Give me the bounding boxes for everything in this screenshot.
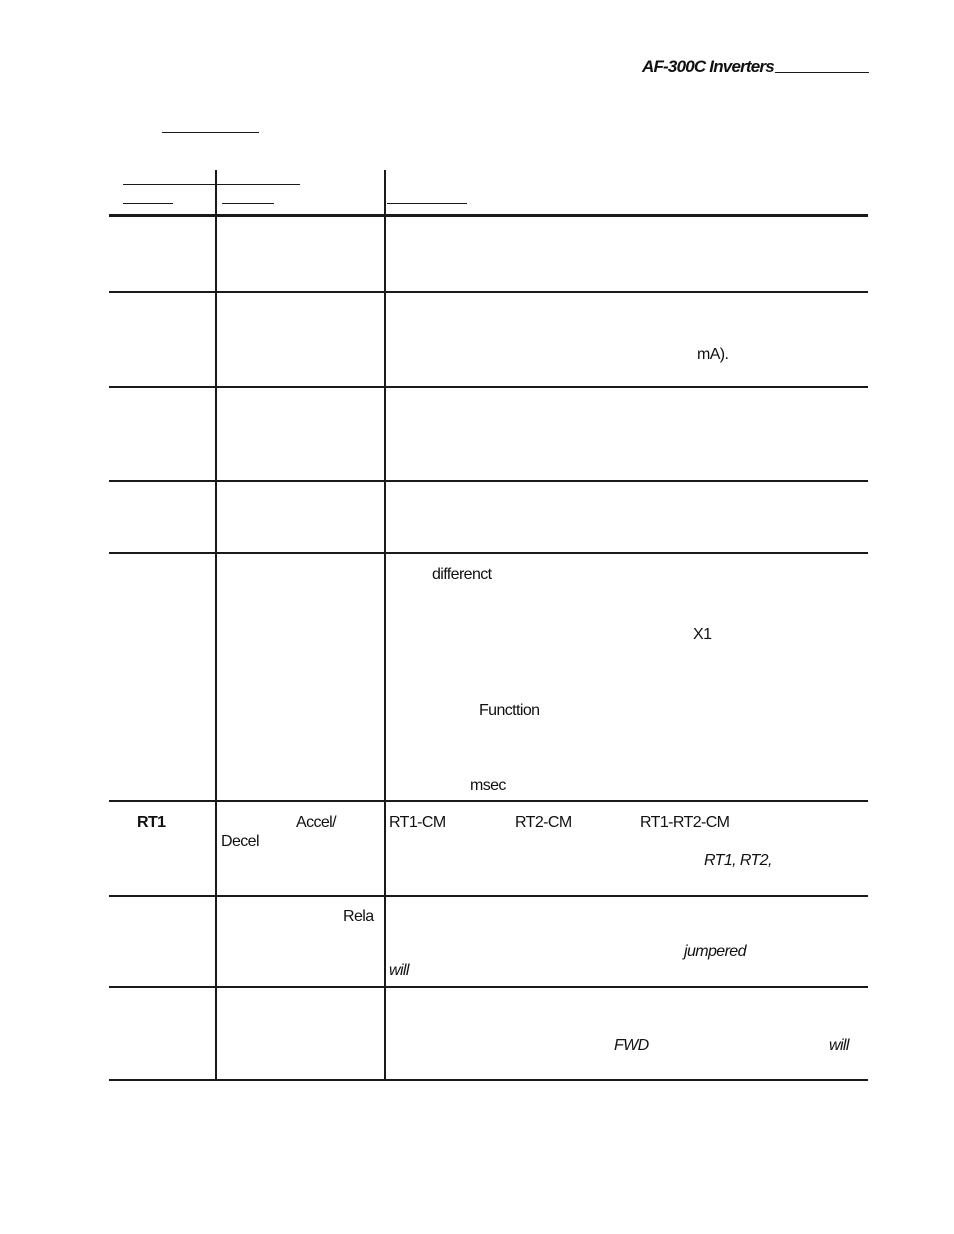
row-7-function-label: Rela: [343, 908, 374, 925]
row-6-text-fragment: RT2-CM: [515, 814, 572, 831]
row-5-text-fragment: X1: [693, 626, 712, 643]
row-5-text-fragment: Functtion: [479, 702, 540, 719]
row-6-terminal-label: RT1: [137, 814, 166, 831]
table-bottom-rule: [109, 1079, 868, 1081]
row-rule-7: [109, 986, 868, 988]
table-header-bottom-rule: [109, 214, 868, 217]
row-6-function-label: Accel/: [296, 814, 336, 831]
page-header-title: AF-300C Inverters: [642, 57, 774, 76]
row-6-text-fragment: RT1-RT2-CM: [640, 814, 730, 831]
row-rule-4: [109, 552, 868, 554]
row-6-text-fragment: RT1-CM: [389, 814, 446, 831]
header-rule: [775, 72, 869, 73]
row-rule-6: [109, 895, 868, 897]
row-5-text-fragment: msec: [470, 777, 506, 794]
row-6-text-fragment: RT1, RT2,: [704, 852, 772, 869]
column-divider-2: [384, 170, 386, 1081]
row-rule-1: [109, 291, 868, 293]
col3-header-underline: [387, 203, 467, 204]
column-divider-1: [215, 170, 217, 1081]
row-5-text-fragment: differenct: [432, 566, 492, 583]
row-7-text-fragment: will: [389, 962, 409, 979]
col-header-rule-top: [123, 184, 300, 185]
row-rule-2: [109, 386, 868, 388]
row-6-function-label: Decel: [221, 833, 259, 850]
row-8-text-fragment: will: [829, 1037, 849, 1054]
row-rule-5: [109, 800, 868, 802]
section-title-underline: [162, 132, 259, 133]
row-rule-3: [109, 480, 868, 482]
row-7-text-fragment: jumpered: [684, 943, 746, 960]
row-2-text-fragment: mA).: [697, 346, 729, 363]
row-8-text-fragment: FWD: [614, 1037, 649, 1054]
col2-header-underline: [222, 203, 274, 204]
col1-header-underline: [123, 203, 173, 204]
